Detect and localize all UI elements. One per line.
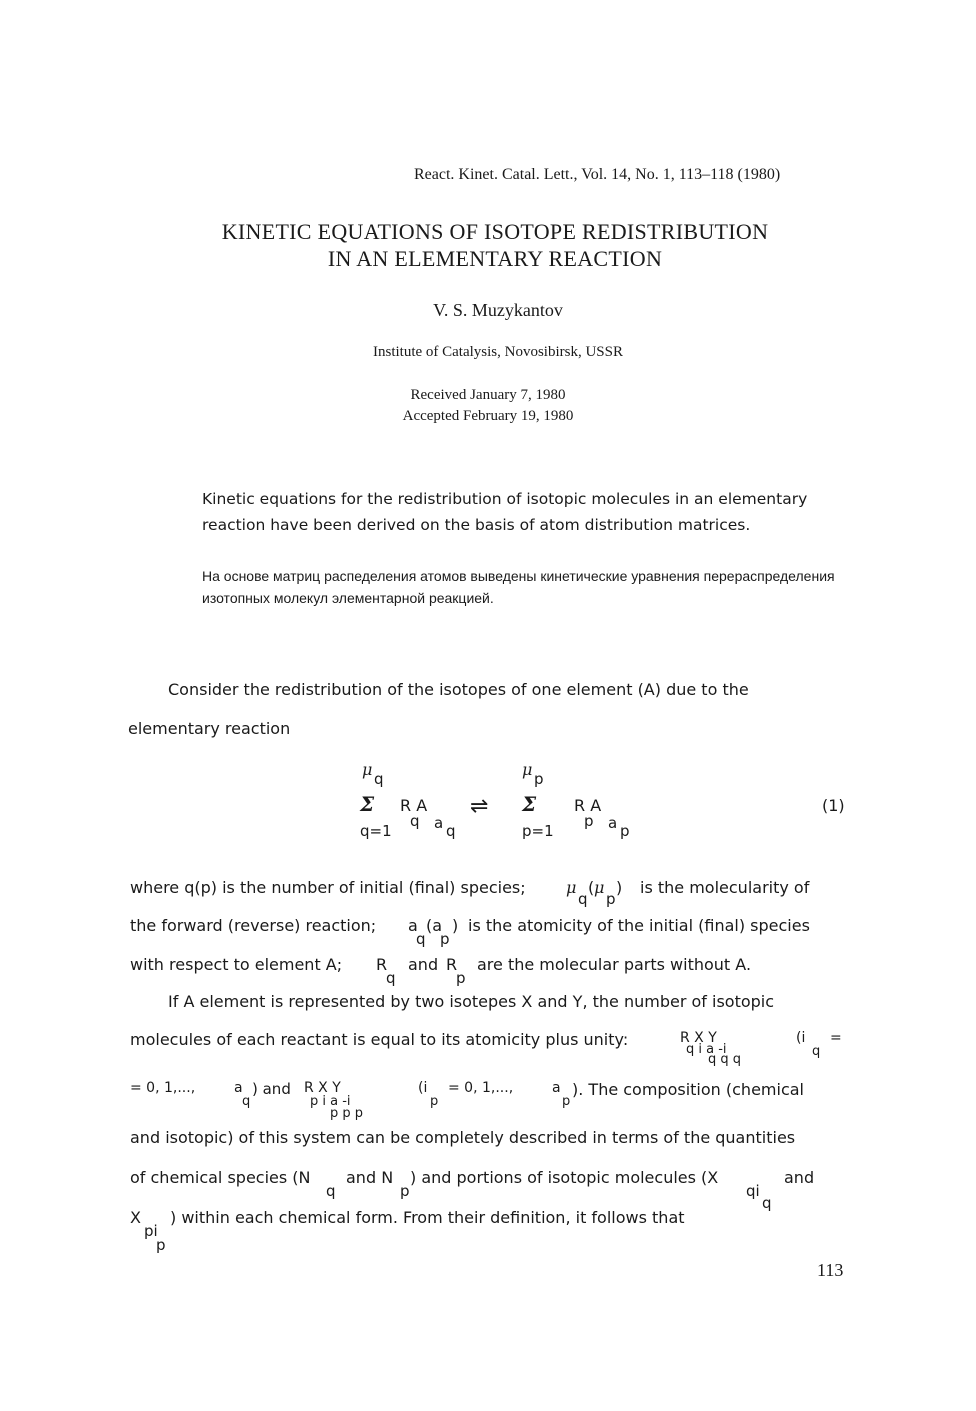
body-p2-line3a: with respect to element A; — [130, 955, 343, 974]
body-p2-line2b: is the atomicity of the initial (final) species — [468, 916, 810, 935]
body-p3-line1: If A element is represented by two isotepes X and Y, the number of isotopic — [168, 992, 775, 1011]
institution: Institute of Catalysis, Novosibirsk, USSR — [372, 344, 623, 360]
paper-title-line-1: KINETIC EQUATIONS OF ISOTOPE REDISTRIBUTION — [221, 219, 769, 244]
author: V. S. Muzykantov — [433, 300, 563, 320]
body-p3-line6a: X — [130, 1208, 141, 1227]
equation-number: (1) — [822, 796, 845, 815]
received-date: Received January 7, 1980 — [410, 387, 566, 403]
body-p3-line3c: = 0, 1,..., — [448, 1080, 514, 1096]
body-p2-line3c: are the molecular parts without A. — [477, 955, 752, 974]
body-p1-line2: elementary reaction — [128, 719, 291, 738]
body-p2-line3b: and — [408, 955, 439, 974]
body-p3-line5a: of chemical species (N — [130, 1168, 311, 1187]
body-p1-line1: Consider the redistribution of the isotopes of one element (A) due to the — [168, 680, 749, 699]
body-p2-line1a: where q(p) is the number of initial (final) species; — [130, 878, 526, 897]
body-p2-line2a: the forward (reverse) reaction; — [130, 916, 377, 935]
body-p3-line3a: = 0, 1,..., — [130, 1080, 196, 1096]
body-p3-line5b: and N — [346, 1168, 394, 1187]
body-p3-line5c: ) and portions of isotopic molecules (X — [410, 1168, 719, 1187]
abstract-russian: На основе матриц распеделения атомов выведены кинетические уравнения перераспределения изотопных молекул элементарной реакцией. — [202, 568, 835, 606]
body-p3-line3b: ) and — [252, 1080, 291, 1098]
accepted-date: Accepted February 19, 1980 — [402, 408, 574, 424]
journal-reference: React. Kinet. Catal. Lett., Vol. 14, No. 1, 113–118 (1980) — [414, 166, 781, 183]
body-p3-line6b: ) within each chemical form. From their definition, it follows that — [170, 1208, 685, 1227]
abstract-english: Kinetic equations for the redistribution of isotopic molecules in an elementary reaction have been derived on the basis of atom distribution matrices. — [202, 490, 808, 534]
body-p2-line1b: is the molecularity of — [640, 878, 810, 897]
body-p3-line2: molecules of each reactant is equal to its atomicity plus unity: — [130, 1030, 629, 1049]
equilibrium-arrow-icon: ⇌ — [470, 794, 489, 819]
body-p3-line3d: ). The composition (chemical — [572, 1080, 804, 1099]
paper-title-line-2: IN AN ELEMENTARY REACTION — [327, 246, 663, 271]
page-number: 113 — [817, 1260, 844, 1280]
body-p3-line5d: and — [784, 1168, 815, 1187]
body-p3-line4: and isotopic) of this system can be completely described in terms of the quantities — [130, 1128, 796, 1147]
